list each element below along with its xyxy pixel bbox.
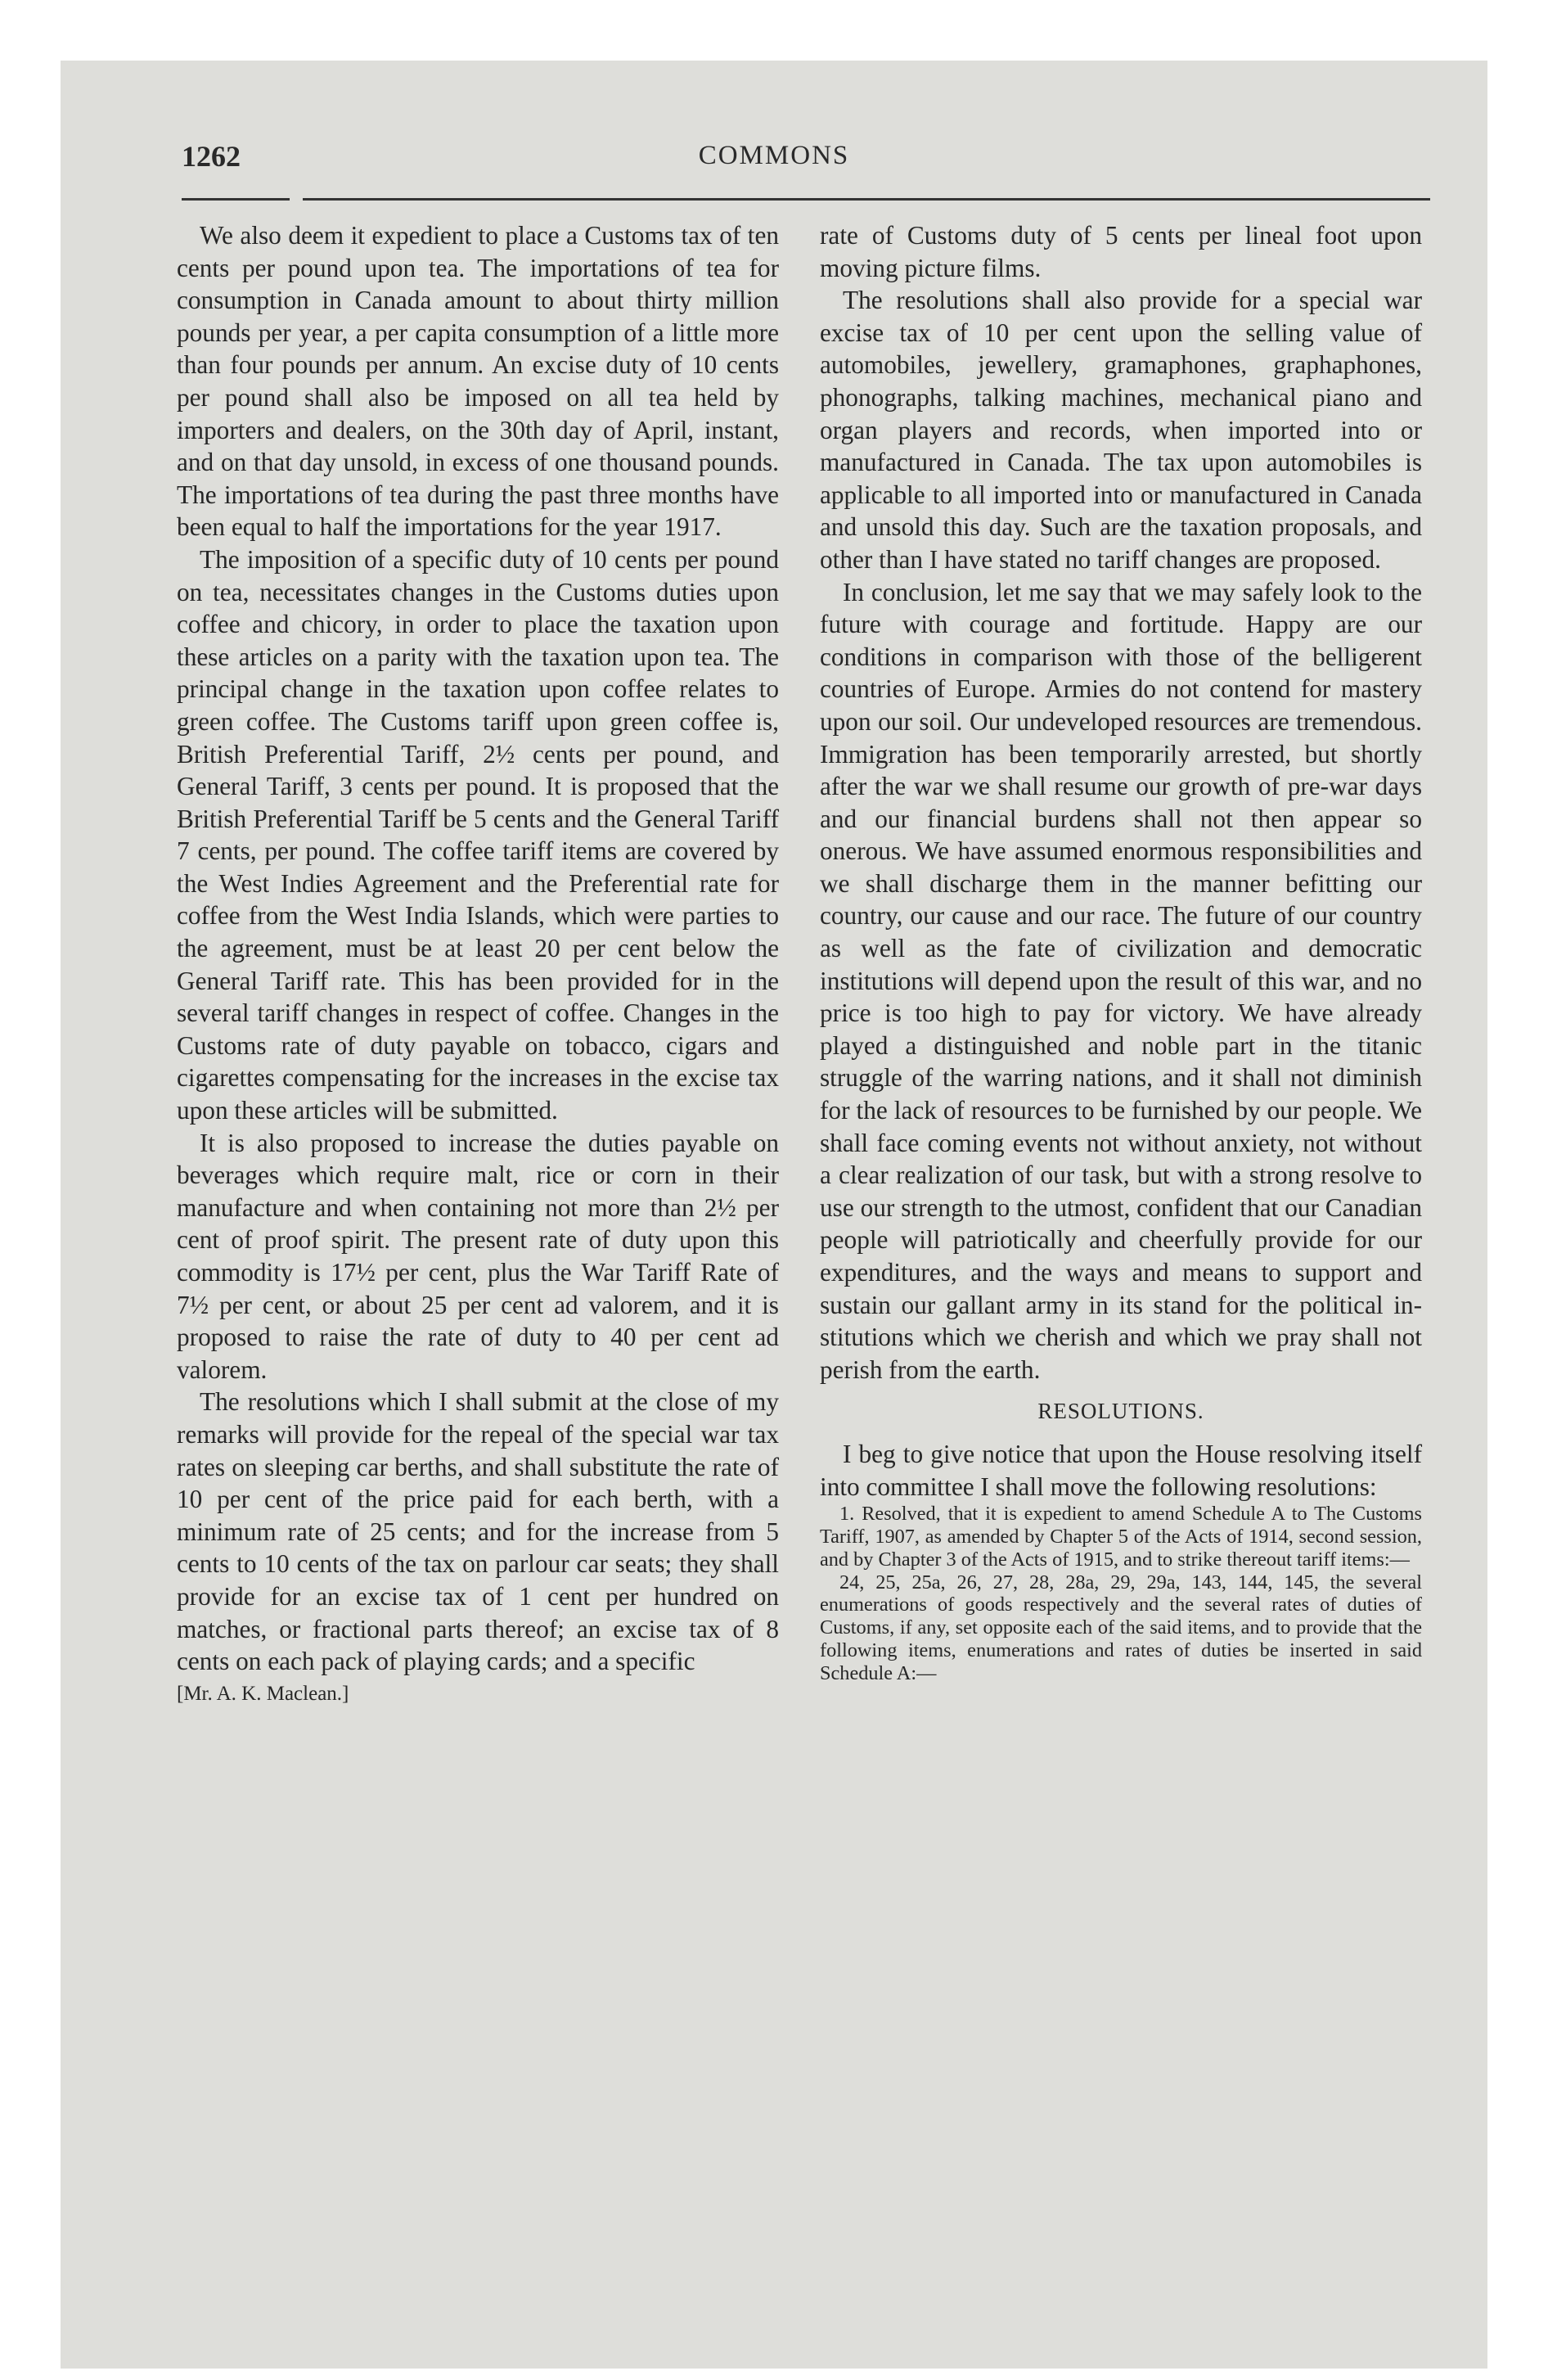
header-rule-short (182, 198, 290, 201)
paragraph-conclusion: In conclusion, let me say that we may safely look to the future with courage and fortitude. Happy are our conditions in comparison with those of the belligerent countries of Europe. Armies do not contend for mastery upon our soil. Our undeveloped resources are tremendous. Immigration has been temporarily arrested, but shortly after the war we shall resume our growth of pre-war days and our financial burdens shall not then appear so onerous. We have assumed enormous responsibilities and we shall discharge them in the manner befitting our country, our cause and our race. The future of our country as well as the fate of civilization and democratic institutions will depend upon the result of this war, and no price is too high to pay for victory. We have already played a distinguished and noble part in the titanic struggle of the warring nations, and it shall not diminish for the lack of resources to be furnished by our people. We shall face coming events not without anxiety, not without a clear realization of our task, but with a strong resolve to use our strength to the utmost, confident that our Canadian people will patriotically and cheerfully provide for our expenditures, and the ways and means to support and sustain our gallant army in its stand for the political institutions which we cherish and which we pray shall not perish from the earth. (820, 577, 1422, 1384)
paragraph-war-tax-repeal: The resolutions which I shall submit at the close of my remarks will provide for the repeal of the special war tax rates on sleeping car berths, and shall substitute the rate of 10 per cent of the price paid for each berth, with a minimum rate of 25 cents; and for the increase from 5 cents to 10 cents of the tax on parlour car seats; they shall provide for an excise tax of 1 cent per hundred on matches, or fractional parts thereof; an excise tax of 8 cents on each pack of playing cards; and a specific (177, 1387, 779, 1676)
running-head: COMMONS (698, 141, 850, 170)
resolution-1-items: 24, 25, 25a, 26, 27, 28, 28a, 29, 29a, 143, 144, 145, the several enumerations of goods respectively and the several rates of duties of Customs, if any, set opposite each of the said items, and to provide that the following items, enumerations and rates of duties be inserted in said Schedule A:— (820, 1571, 1422, 1684)
paragraph-beverage-duties: It is also proposed to increase the duties payable on beverages which require malt, rice or corn in their manufacture and when containing not more than 2½ per cent of proof spirit. The present rate of duty upon this commodity is 17½ per cent, plus the War Tariff Rate of 7½ per cent, or about 25 per cent ad valorem, and it is proposed to raise the rate of duty to 40 per cent ad valorem. (177, 1128, 779, 1384)
paragraph-film-duty: rate of Customs duty of 5 cents per lineal foot upon moving picture films. (820, 221, 1422, 282)
resolutions-heading: RESOLUTIONS. (1037, 1399, 1204, 1424)
paragraph-tea-tax: We also deem it expedient to place a Customs tax of ten cents per pound upon tea. The importations of tea for consumption in Canada amount to about thirty million pounds per year, a per capita consumption of a little more than four pounds per annum. An excise duty of 10 cents per pound shall also be imposed on all tea held by importers and dealers, on the 30th day of April, instant, and on that day unsold, in excess of one thousand pounds. The importations of tea during the past three months have been equal to half the importations for the year 1917. (177, 221, 779, 542)
right-column (820, 219, 1422, 1685)
speaker-attribution: [Mr. A. K. Maclean.] (177, 1682, 349, 1705)
paragraph-excise-automobiles: The resolutions shall also provide for a special war excise tax of 10 per cent upon the selling value of automobiles, jewellery, gramaphones, graphaphones, phonographs, talking machines, mechanical piano and organ players and records, when imported into or manufactured in Canada. The tax upon automobiles is applicable to all imported into or manufactured in Canada and unsold this day. Such are the taxation proposals, and other than I have stated no tariff changes are proposed. (820, 286, 1422, 574)
header-rule-long (303, 198, 1430, 201)
resolution-1: 1. Resolved, that it is expedient to amend Schedule A to The Customs Tariff, 1907, as amended by Chapter 5 of the Acts of 1914, second session, and by Chapter 3 of the Acts of 1915, and to strike thereout tariff items:— (820, 1503, 1422, 1571)
left-column (177, 219, 779, 1710)
paragraph-notice: I beg to give notice that upon the House resolving itself into committee I shall move the following resolutions: (820, 1439, 1422, 1501)
paragraph-coffee-duties: The imposition of a specific duty of 10 cents per pound on tea, necessitates changes in the Customs duties upon coffee and chicory, in order to place the taxation upon these articles on a parity with the taxation upon tea. The principal change in the taxation upon coffee relates to green coffee. The Customs tariff upon green coffee is, British Preferential Tariff, 2½ cents per pound, and General Tariff, 3 cents per pound. It is proposed that the British Preferential Tariff be 5 cents and the General Tariff 7 cents, per pound. The coffee tariff items are covered by the West Indies Agreement and the Preferential rate for coffee from the West India Islands, which were parties to the agreement, must be at least 20 per cent below the General Tariff rate. This has been provided for in the several tariff changes in respect of coffee. Changes in the Customs rate of duty payable on tobacco, cigars and cigarettes compensating for the increases in the excise tax upon these articles will be submitted. (177, 544, 779, 1125)
page-number: 1262 (182, 140, 241, 173)
